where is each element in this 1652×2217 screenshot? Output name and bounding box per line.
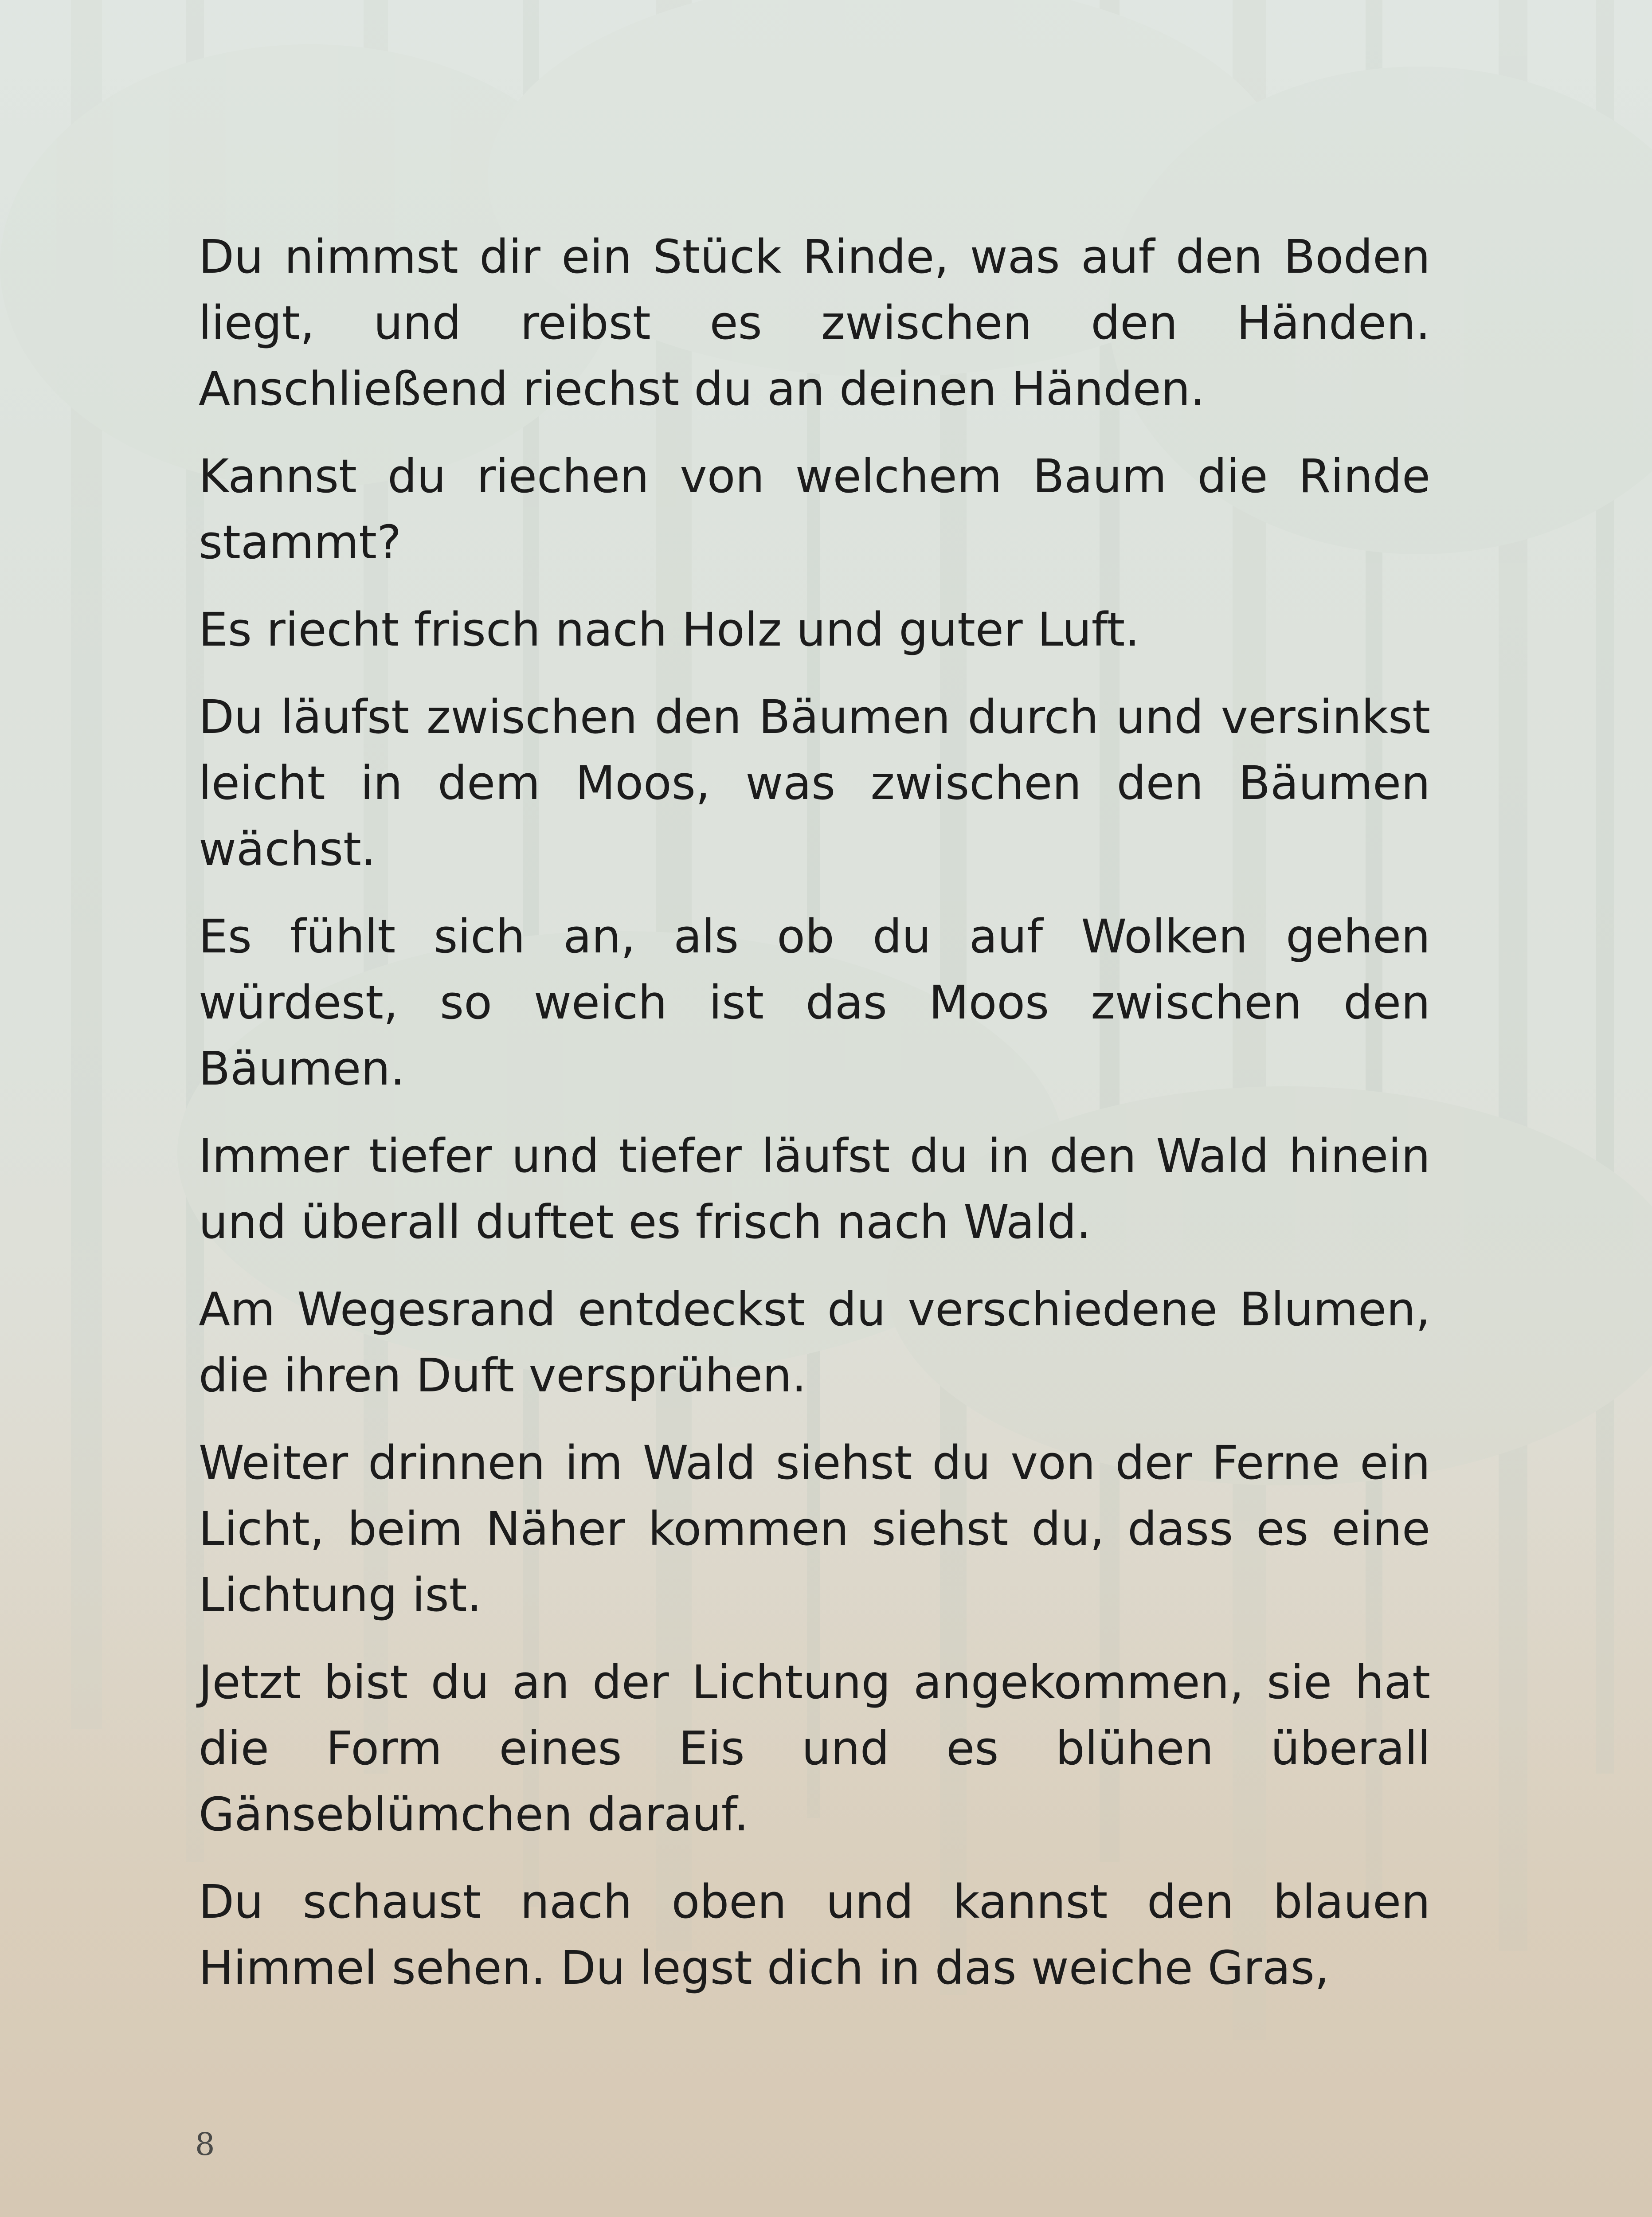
paragraph: Am Wegesrand entdeckst du verschiedene Blumen, die ihren Duft versprühen. xyxy=(199,1282,1430,1402)
paragraph: Weiter drinnen im Wald siehst du von der Ferne ein Licht, beim Näher kommen siehst du, dass es eine Lichtung ist. xyxy=(199,1436,1430,1622)
paragraph: Jetzt bist du an der Lichtung angekommen, sie hat die Form eines Eis und es blühen überall Gänseblümchen darauf. xyxy=(199,1655,1430,1841)
story-text xyxy=(199,224,1430,2022)
paragraph: Es fühlt sich an, als ob du auf Wolken gehen würdest, so weich ist das Moos zwischen den Bäumen. xyxy=(199,909,1430,1096)
paragraph: Du nimmst dir ein Stück Rinde, was auf den Boden liegt, und reibst es zwischen den Händen. Anschließend riechst du an deinen Händen. xyxy=(199,230,1430,416)
paragraph: Es riecht frisch nach Holz und guter Luft. xyxy=(199,603,1140,657)
paragraph: Du schaust nach oben und kannst den blauen Himmel sehen. Du legst dich in das weiche Gras, xyxy=(199,1875,1430,1995)
paragraph: Du läufst zwischen den Bäumen durch und versinkst leicht in dem Moos, was zwischen den Bäumen wächst. xyxy=(199,690,1430,876)
paragraph: Kannst du riechen von welchem Baum die Rinde stammt? xyxy=(199,449,1430,569)
page-number: 8 xyxy=(195,2126,215,2162)
paragraph: Immer tiefer und tiefer läufst du in den Wald hinein und überall duftet es frisch nach Wald. xyxy=(199,1129,1430,1249)
